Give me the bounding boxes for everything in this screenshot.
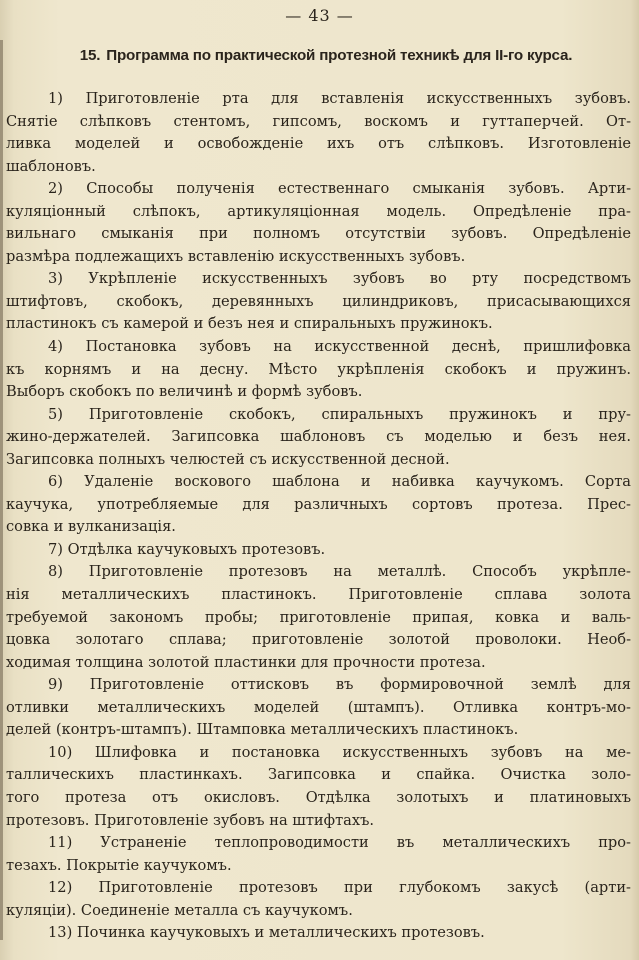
text-line: требуемой закономъ пробы; приготовленіе припая, ковка и валь- (6, 608, 631, 626)
page-binding-edge (0, 40, 3, 940)
text-line: отливки металлическихъ моделей (штампъ). Отливка контръ-мо- (6, 698, 631, 716)
text-line: къ корнямъ и на десну. Мѣсто укрѣпленія скобокъ и пружинъ. (6, 360, 631, 378)
text-line: 13) Починка каучуковыхъ и металлическихъ протезовъ. (48, 924, 485, 942)
text-line: 4) Постановка зубовъ на искусственной деснѣ, пришлифовка (48, 338, 631, 356)
text-line: совка и вулканизація. (6, 518, 176, 536)
text-line: 6) Удаленіе воскового шаблона и набивка каучукомъ. Сорта (48, 473, 631, 491)
text-line: штифтовъ, скобокъ, деревянныхъ цилиндриковъ, присасывающихся (6, 292, 631, 310)
text-line: жино-держателей. Загипсовка шаблоновъ съ моделью и безъ нея. (6, 428, 631, 446)
text-line: пластинокъ съ камерой и безъ нея и спиральныхъ пружинокъ. (6, 315, 493, 333)
text-line: 3) Укрѣпленіе искусственныхъ зубовъ во рту посредствомъ (48, 270, 631, 288)
text-line: 7) Отдѣлка каучуковыхъ протезовъ. (48, 540, 326, 558)
page-number: — 43 — (285, 6, 354, 25)
text-line: шаблоновъ. (6, 157, 96, 175)
text-line: Выборъ скобокъ по величинѣ и формѣ зубовъ. (6, 383, 363, 401)
section-heading (26, 47, 626, 64)
text-line: 9) Приготовленіе оттисковъ въ формировочной землѣ для (48, 676, 631, 694)
text-line: вильнаго смыканія при полномъ отсутствіи зубовъ. Опредѣленіе (6, 225, 631, 243)
text-line: каучука, употребляемые для различныхъ сортовъ протеза. Прес- (6, 495, 631, 513)
text-line: 11) Устраненіе теплопроводимости въ металлическихъ про- (48, 834, 631, 852)
text-line: куляціонный слѣпокъ, артикуляціонная модель. Опредѣленіе пра- (6, 202, 631, 220)
text-line: протезовъ. Приготовленіе зубовъ на штифтахъ. (6, 811, 375, 829)
section-number: 15. (79, 47, 101, 64)
text-line: цовка золотаго сплава; приготовленіе золотой проволоки. Необ- (6, 631, 631, 649)
text-line: 10) Шлифовка и постановка искусственныхъ зубовъ на ме- (48, 743, 631, 761)
text-line: тезахъ. Покрытіе каучукомъ. (6, 856, 232, 874)
text-line: того протеза отъ окисловъ. Отдѣлка золотыхъ и платиновыхъ (6, 788, 631, 806)
text-line: 2) Способы полученія естественнаго смыканія зубовъ. Арти- (48, 180, 631, 198)
section-title: Программа по практической протезной техникѣ для II-го курса. (106, 47, 573, 64)
text-line: таллическихъ пластинкахъ. Загипсовка и спайка. Очистка золо- (6, 766, 631, 784)
text-line: куляціи). Соединеніе металла съ каучукомъ. (6, 901, 353, 919)
text-line: 1) Приготовленіе рта для вставленія искусственныхъ зубовъ. (48, 90, 631, 107)
text-line: Загипсовка полныхъ челюстей съ искусственной десной. (6, 450, 450, 468)
text-line: нія металлическихъ пластинокъ. Приготовленіе сплава золота (6, 586, 631, 604)
text-line: делей (контръ-штампъ). Штамповка металлическихъ пластинокъ. (6, 721, 519, 739)
text-line: ливка моделей и освобожденіе ихъ отъ слѣпковъ. Изготовленіе (6, 135, 631, 153)
text-line: Снятіе слѣпковъ стентомъ, гипсомъ, воскомъ и гуттаперчей. От- (6, 112, 631, 130)
text-line: 12) Приготовленіе протезовъ при глубокомъ закусѣ (арти- (48, 879, 631, 897)
text-line: 8) Приготовленіе протезовъ на металлѣ. Способъ укрѣпле- (48, 563, 631, 581)
text-line: 5) Приготовленіе скобокъ, спиральныхъ пружинокъ и пру- (48, 405, 631, 423)
text-line: размѣра подлежащихъ вставленію искусственныхъ зубовъ. (6, 247, 466, 265)
text-line: ходимая толщина золотой пластинки для прочности протеза. (6, 653, 486, 671)
body-text (6, 88, 631, 945)
